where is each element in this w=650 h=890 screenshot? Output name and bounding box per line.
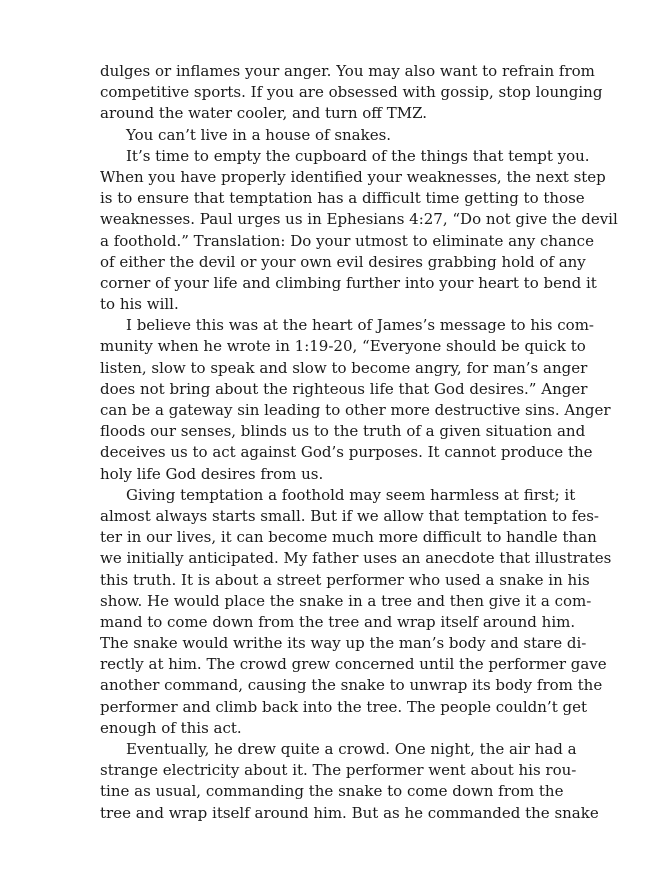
text-line: almost always starts small. But if we allow that temptation to fes- xyxy=(100,506,599,525)
text-line: When you have properly identified your weaknesses, the next step xyxy=(100,167,606,186)
text-line: another command, causing the snake to unwrap its body from the xyxy=(100,676,603,695)
text-line: Eventually, he drew quite a crowd. One night, the air had a xyxy=(126,740,577,758)
text-line: ter in our lives, it can become much more difficult to handle than xyxy=(100,528,597,547)
text-line: Giving temptation a foothold may seem harmless at first; it xyxy=(126,485,576,504)
text-line: competitive sports. If you are obsessed with gossip, stop lounging xyxy=(100,83,603,102)
paragraph xyxy=(100,61,603,125)
text-line: show. He would place the snake in a tree and then give it a com- xyxy=(100,591,592,610)
text-line: we initially anticipated. My father uses an anecdote that illustrates xyxy=(100,549,612,568)
text-line: can be a gateway sin leading to other more destructive sins. Anger xyxy=(100,401,611,419)
paragraph xyxy=(100,125,560,146)
text-line: dulges or inflames your anger. You may also want to refrain from xyxy=(100,62,595,80)
text-line: around the water cooler, and turn off TMZ. xyxy=(100,104,427,123)
text-line: this truth. It is about a street performer who used a snake in his xyxy=(100,570,590,589)
body-text xyxy=(100,61,618,824)
text-line: performer and climb back into the tree. The people couldn’t get xyxy=(100,697,588,716)
text-line: holy life God desires from us. xyxy=(100,464,324,483)
text-line: It’s time to empty the cupboard of the things that tempt you. xyxy=(126,146,590,165)
text-line: is to ensure that temptation has a difficult time getting to those xyxy=(100,189,585,208)
text-line: rectly at him. The crowd grew concerned until the performer gave xyxy=(100,655,607,674)
text-line: strange electricity about it. The performer went about his rou- xyxy=(100,761,577,780)
text-line: a foothold.” Translation: Do your utmost to eliminate any chance xyxy=(100,231,594,250)
text-line: munity when he wrote in 1:19-20, “Everyone should be quick to xyxy=(100,337,586,356)
text-line: weaknesses. Paul urges us in Ephesians 4:27, “Do not give the devil xyxy=(100,210,618,229)
text-line: to his will. xyxy=(100,295,179,314)
text-line: tree and wrap itself around him. But as he commanded the snake xyxy=(100,803,599,822)
text-line: floods our senses, blinds us to the truth of a given situation and xyxy=(100,422,586,441)
text-line: The snake would writhe its way up the man’s body and stare di- xyxy=(100,634,587,653)
text-line: enough of this act. xyxy=(100,718,242,737)
paragraph xyxy=(100,146,618,316)
text-line: You can’t live in a house of snakes. xyxy=(126,125,392,144)
text-line: deceives us to act against God’s purposes. It cannot produce the xyxy=(100,443,593,462)
text-line: mand to come down from the tree and wrap itself around him. xyxy=(100,612,576,631)
text-line: of either the devil or your own evil desires grabbing hold of any xyxy=(100,252,586,271)
paragraph xyxy=(100,315,611,485)
paragraph xyxy=(100,485,612,739)
text-line: tine as usual, commanding the snake to come down from the xyxy=(100,782,564,801)
text-line: listen, slow to speak and slow to become angry, for man’s anger xyxy=(100,358,588,377)
text-line: does not bring about the righteous life that God desires.” Anger xyxy=(100,379,588,398)
text-line: corner of your life and climbing further into your heart to bend it xyxy=(100,273,597,292)
paragraph xyxy=(100,739,599,824)
text-line: I believe this was at the heart of James’s message to his com- xyxy=(126,316,594,335)
